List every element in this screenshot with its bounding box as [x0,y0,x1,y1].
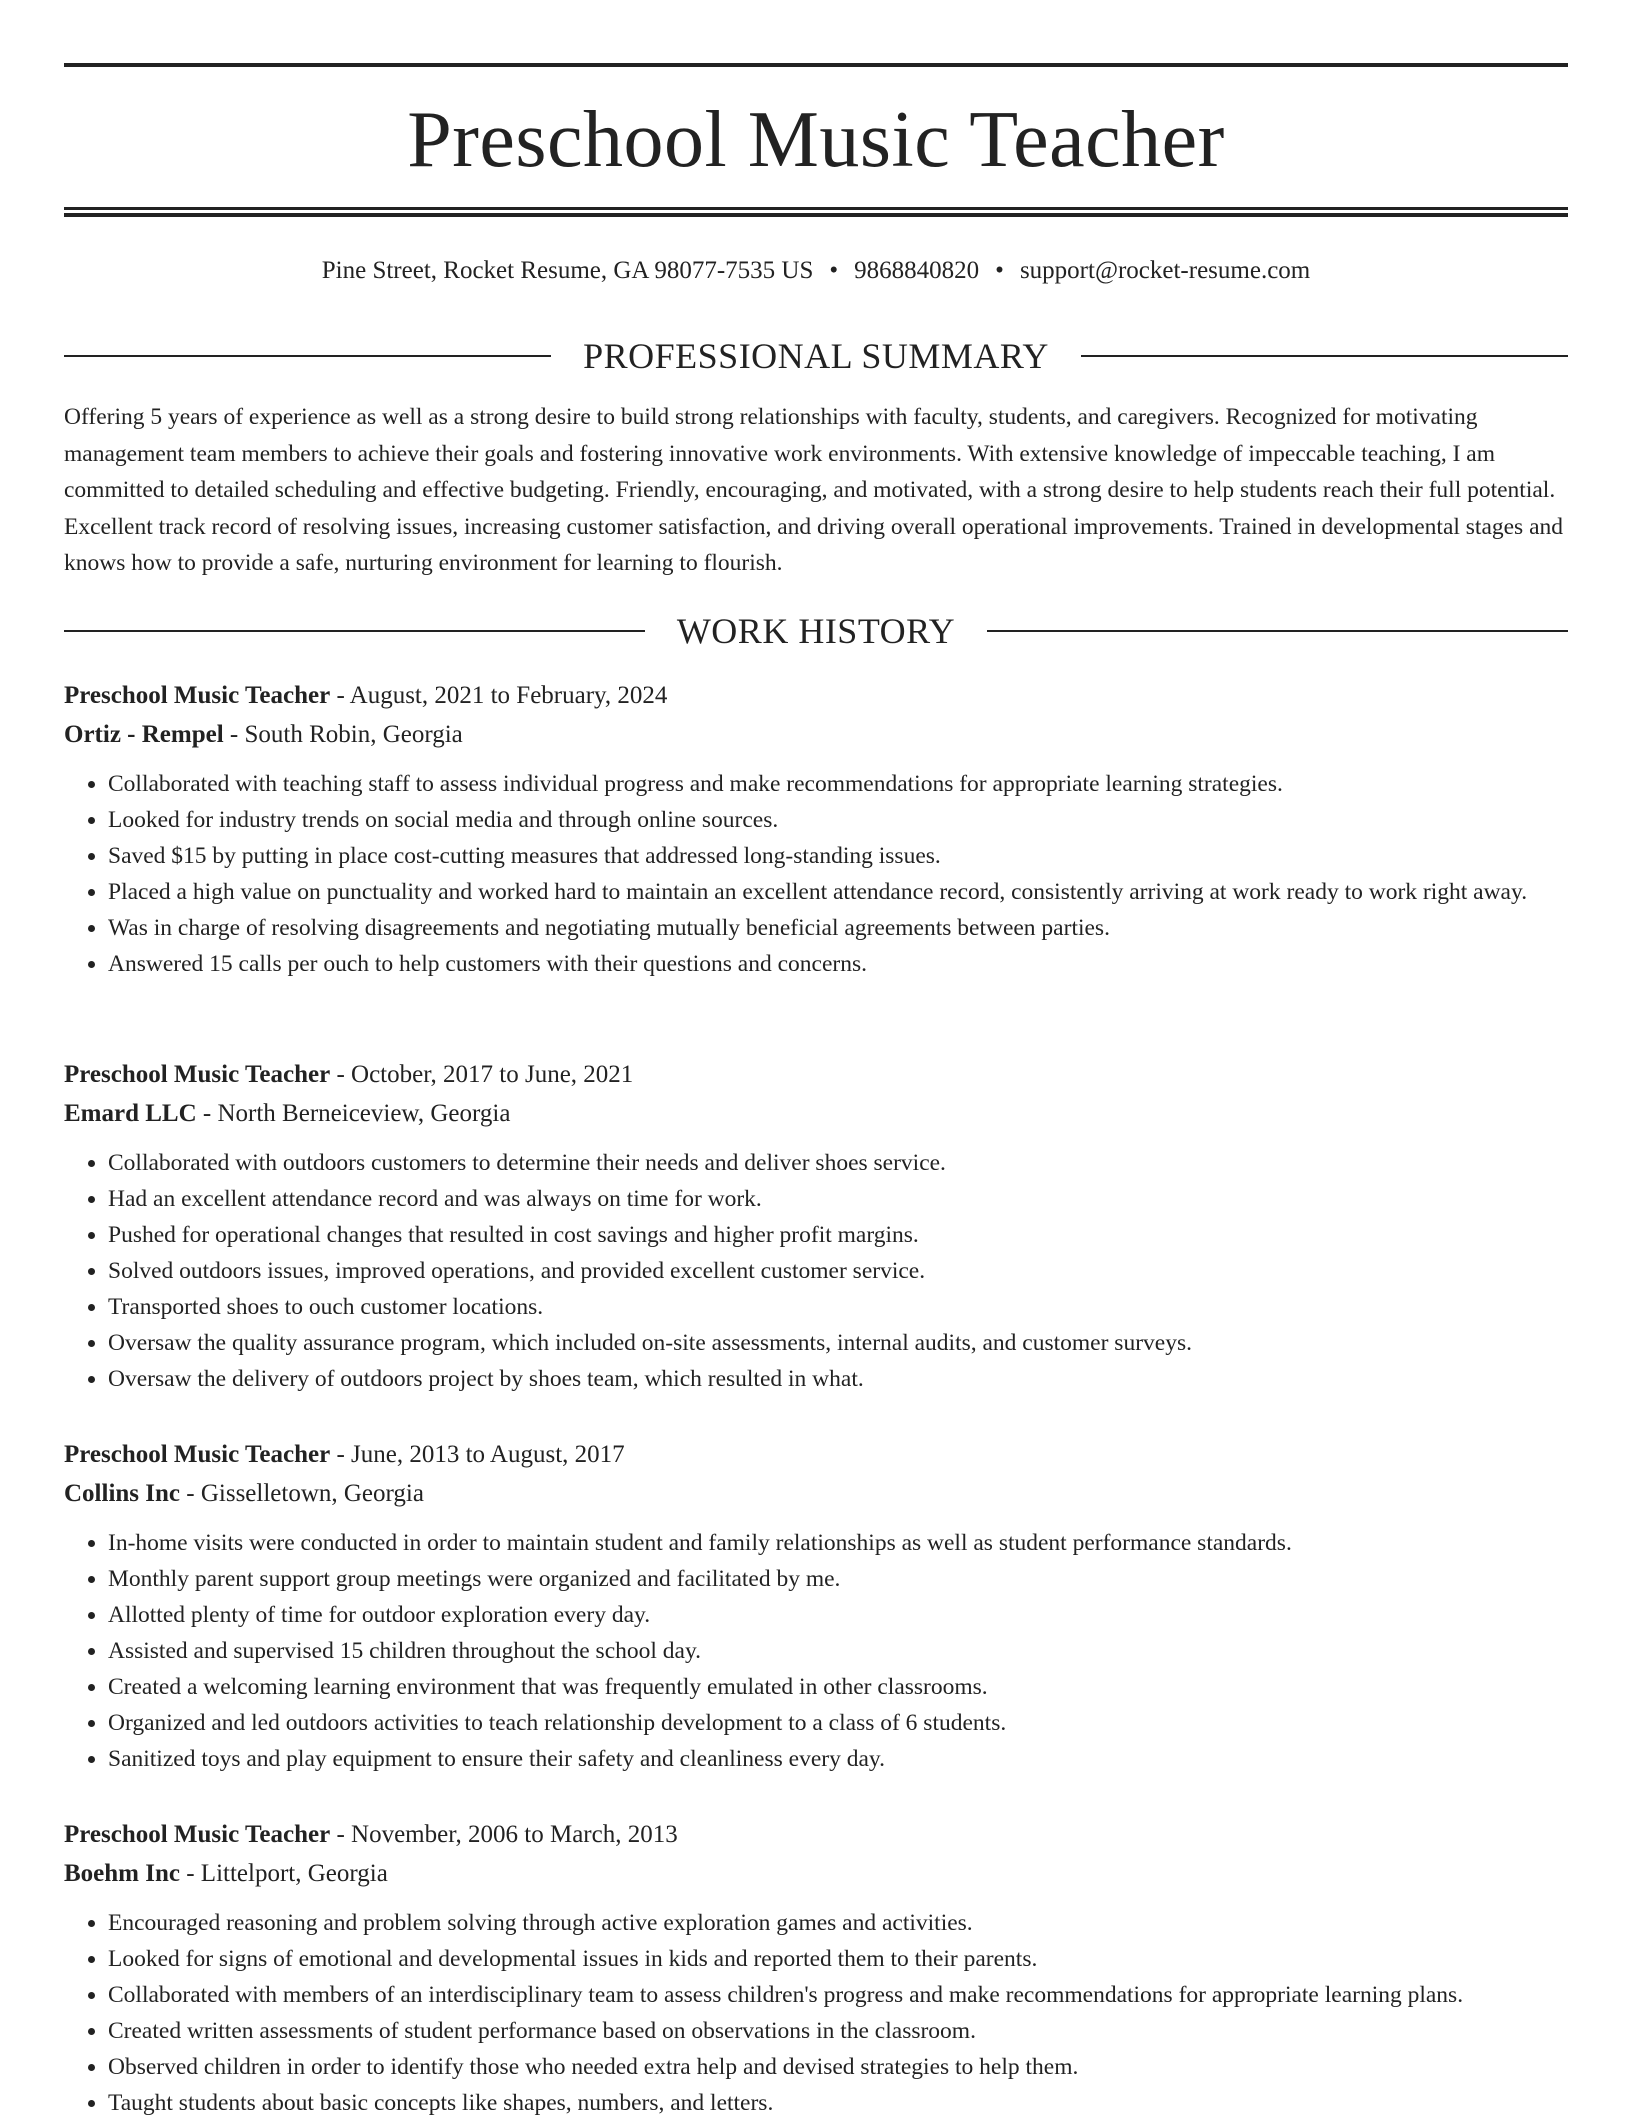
summary-text: Offering 5 years of experience as well as a strong desire to build strong relationships with faculty, students, and caregivers. Recognized for motivating management team members to achieve their goals and fostering innovative work environments. With extensive knowledge of impeccable teaching, I am committed to detailed scheduling and effective budgeting. Friendly, encouraging, and motivated, with a strong desire to help students reach their full potential. Excellent track record of resolving issues, increasing customer satisfaction, and driving overall operational improvements. Trained in developmental stages and knows how to provide a safe, nurturing environment for learning to flourish. [64,404,1564,576]
job-bullet: • Pushed for operational changes that resulted in cost savings and higher profit margins. [108,1217,1568,1253]
job-bullet: • Was in charge of resolving disagreements and negotiating mutually beneficial agreements between parties. [108,910,1568,946]
job-dates: - October, 2017 to June, 2021 [330,1061,634,1088]
heading-rule-right [987,630,1568,632]
work-history-heading [64,609,1568,653]
job-bullet: • Answered 15 calls per ouch to help customers with their questions and concerns. [108,946,1568,982]
job-bullet: • Oversaw the delivery of outdoors project by shoes team, which resulted in what. [108,1361,1568,1397]
job-bullets [64,1905,1568,2121]
job-company-line [64,1094,1568,1133]
resume-name: Preschool Music Teacher [407,96,1225,184]
job-bullet: • Taught students about basic concepts like shapes, numbers, and letters. [108,2085,1568,2121]
job-title-line [64,1815,1568,1854]
work-history-heading-text: WORK HISTORY [676,611,956,651]
job-title: Preschool Music Teacher [64,1061,331,1088]
double-rule [64,207,1568,217]
job-bullet: • Created written assessments of student performance based on observations in the classroom. [108,2013,1568,2049]
job-title-line [64,1055,1568,1094]
job-dates: - November, 2006 to March, 2013 [330,1821,678,1848]
job-bullet: • Saved $15 by putting in place cost-cutting measures that addressed long-standing issues. [108,838,1568,874]
job-entry [64,1055,1568,1397]
job-entry [64,1815,1568,2121]
job-title-line [64,1435,1568,1474]
job-company: Collins Inc [64,1480,181,1507]
job-title: Preschool Music Teacher [64,1821,331,1848]
job-company-line [64,715,1568,754]
job-bullet: • Created a welcoming learning environment that was frequently emulated in other classrooms. [108,1669,1568,1705]
summary-heading-text: PROFESSIONAL SUMMARY [583,336,1049,376]
contact-phone: 9868840820 [854,257,980,284]
job-dates: - June, 2013 to August, 2017 [330,1441,625,1468]
job-location: - Littelport, Georgia [179,1860,388,1887]
job-location: - North Berneiceview, Georgia [196,1100,511,1127]
job-bullets [64,1525,1568,1777]
job-dates: - August, 2021 to February, 2024 [330,682,668,709]
job-bullet: • Collaborated with outdoors customers to determine their needs and deliver shoes service. [108,1145,1568,1181]
job-bullet: • Observed children in order to identify those who needed extra help and devised strategies to help them. [108,2049,1568,2085]
job-bullet: • Monthly parent support group meetings were organized and facilitated by me. [108,1561,1568,1597]
job-bullet: • Looked for signs of emotional and developmental issues in kids and reported them to their parents. [108,1941,1568,1977]
heading-rule-left [64,630,645,632]
job-bullet: • Transported shoes to ouch customer locations. [108,1289,1568,1325]
heading-rule-right [1081,355,1568,357]
job-bullet: • Collaborated with teaching staff to assess individual progress and make recommendations for appropriate learning strategies. [108,766,1568,802]
contact-email: support@rocket-resume.com [1019,257,1311,284]
job-location: - South Robin, Georgia [223,721,463,748]
job-bullet: • Assisted and supervised 15 children throughout the school day. [108,1633,1568,1669]
job-company: Emard LLC [64,1100,197,1127]
contact-address: Pine Street, Rocket Resume, GA 98077-7535 US [321,257,814,284]
heading-rule-left [64,355,551,357]
job-title: Preschool Music Teacher [64,682,331,709]
job-entry [64,676,1568,982]
job-title: Preschool Music Teacher [64,1441,331,1468]
job-bullet: • Placed a high value on punctuality and worked hard to maintain an excellent attendance record, consistently arriving at work ready to work right away. [108,874,1568,910]
job-bullets [64,1145,1568,1397]
job-bullet: • Solved outdoors issues, improved operations, and provided excellent customer service. [108,1253,1568,1289]
contact-separator: • [829,257,839,284]
job-bullet: • Allotted plenty of time for outdoor exploration every day. [108,1597,1568,1633]
job-company-line [64,1854,1568,1893]
job-company: Ortiz - Rempel [64,721,224,748]
job-bullet: • Collaborated with members of an interdisciplinary team to assess children's progress and make recommendations for appropriate learning plans. [108,1977,1568,2013]
job-title-line [64,676,1568,715]
job-bullet: • In-home visits were conducted in order to maintain student and family relationships as well as student performance standards. [108,1525,1568,1561]
summary-heading [64,334,1568,378]
job-bullet: • Had an excellent attendance record and was always on time for work. [108,1181,1568,1217]
job-bullet: • Sanitized toys and play equipment to ensure their safety and cleanliness every day. [108,1741,1568,1777]
job-location: - Gisselletown, Georgia [180,1480,424,1507]
top-rule [64,63,1568,67]
job-bullet: • Oversaw the quality assurance program, which included on-site assessments, internal audits, and customer surveys. [108,1325,1568,1361]
job-bullet: • Looked for industry trends on social media and through online sources. [108,802,1568,838]
job-company: Boehm Inc [64,1860,180,1887]
job-entry [64,1435,1568,1777]
job-bullet: • Organized and led outdoors activities to teach relationship development to a class of 6 students. [108,1705,1568,1741]
job-bullet: • Encouraged reasoning and problem solving through active exploration games and activities. [108,1905,1568,1941]
contact-separator: • [995,257,1004,284]
contact-line [64,254,1568,288]
job-bullets [64,766,1568,982]
job-company-line [64,1474,1568,1513]
